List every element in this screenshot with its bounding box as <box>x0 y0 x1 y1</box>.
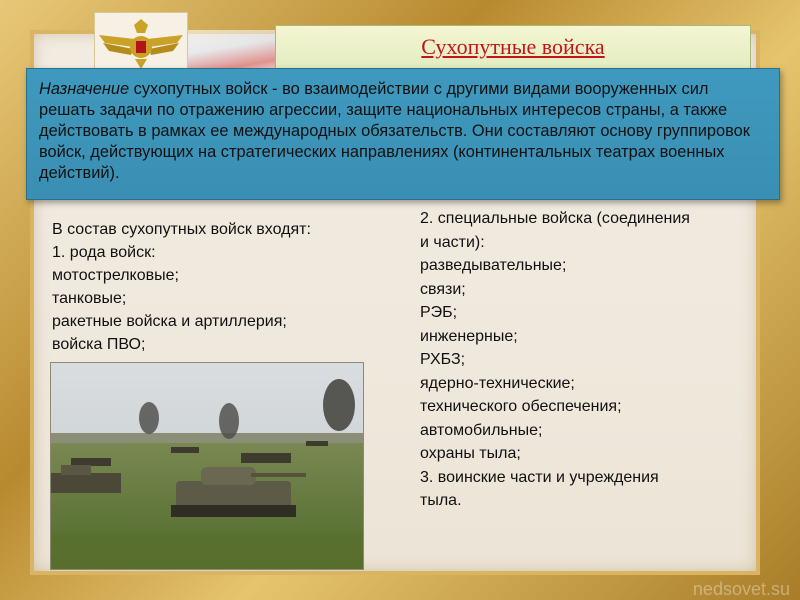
list-item: РХБЗ; <box>420 351 466 368</box>
ground-forces-composition-list <box>52 218 392 356</box>
list-item: и части): <box>420 233 485 251</box>
special-troops-list <box>420 207 765 513</box>
list-item: мотострелковые; <box>52 267 179 284</box>
list-item: разведывательные; <box>420 257 567 274</box>
purpose-lead: Назначение <box>39 80 130 98</box>
list-item: ракетные войска и артиллерия; <box>52 313 287 330</box>
tanks-in-field-image <box>51 363 363 569</box>
list-item: ядерно-технические; <box>420 374 575 392</box>
list-item: РЭБ; <box>420 304 458 321</box>
purpose-text: сухопутных войск - во взаимодействии с другими видами вооруженных сил решать задачи по отражению агрессии, защите национальных интересов страны, а также действовать в рамках ее международных обязательств. Они составляют основу группировок войск, действующих на стратегических направлениях (континентальных театрах военных действий). <box>39 80 750 182</box>
list-item: тыла. <box>420 492 462 509</box>
list-item: 2. специальные войска (соединения <box>420 210 690 227</box>
list-item: связи; <box>420 280 466 298</box>
list-item: В состав сухопутных войск входят: <box>52 221 311 238</box>
list-item: 3. воинские части и учреждения <box>420 468 659 486</box>
list-item: инженерные; <box>420 327 518 345</box>
list-item: танковые; <box>52 290 127 307</box>
list-item: автомобильные; <box>420 421 543 439</box>
army-emblem-logo <box>94 12 188 74</box>
watermark: nedsovet.su <box>692 579 790 599</box>
eagle-emblem-icon <box>95 13 187 73</box>
slide-title: Сухопутные войска <box>421 34 605 59</box>
list-item: охраны тыла; <box>420 445 521 462</box>
purpose-box <box>26 68 780 200</box>
tanks-photo <box>50 362 364 570</box>
list-item: войска ПВО; <box>52 336 146 353</box>
list-item: 1. рода войск: <box>52 244 156 261</box>
list-item: технического обеспечения; <box>420 398 622 415</box>
title-banner <box>275 25 751 69</box>
purpose-paragraph <box>39 79 767 184</box>
